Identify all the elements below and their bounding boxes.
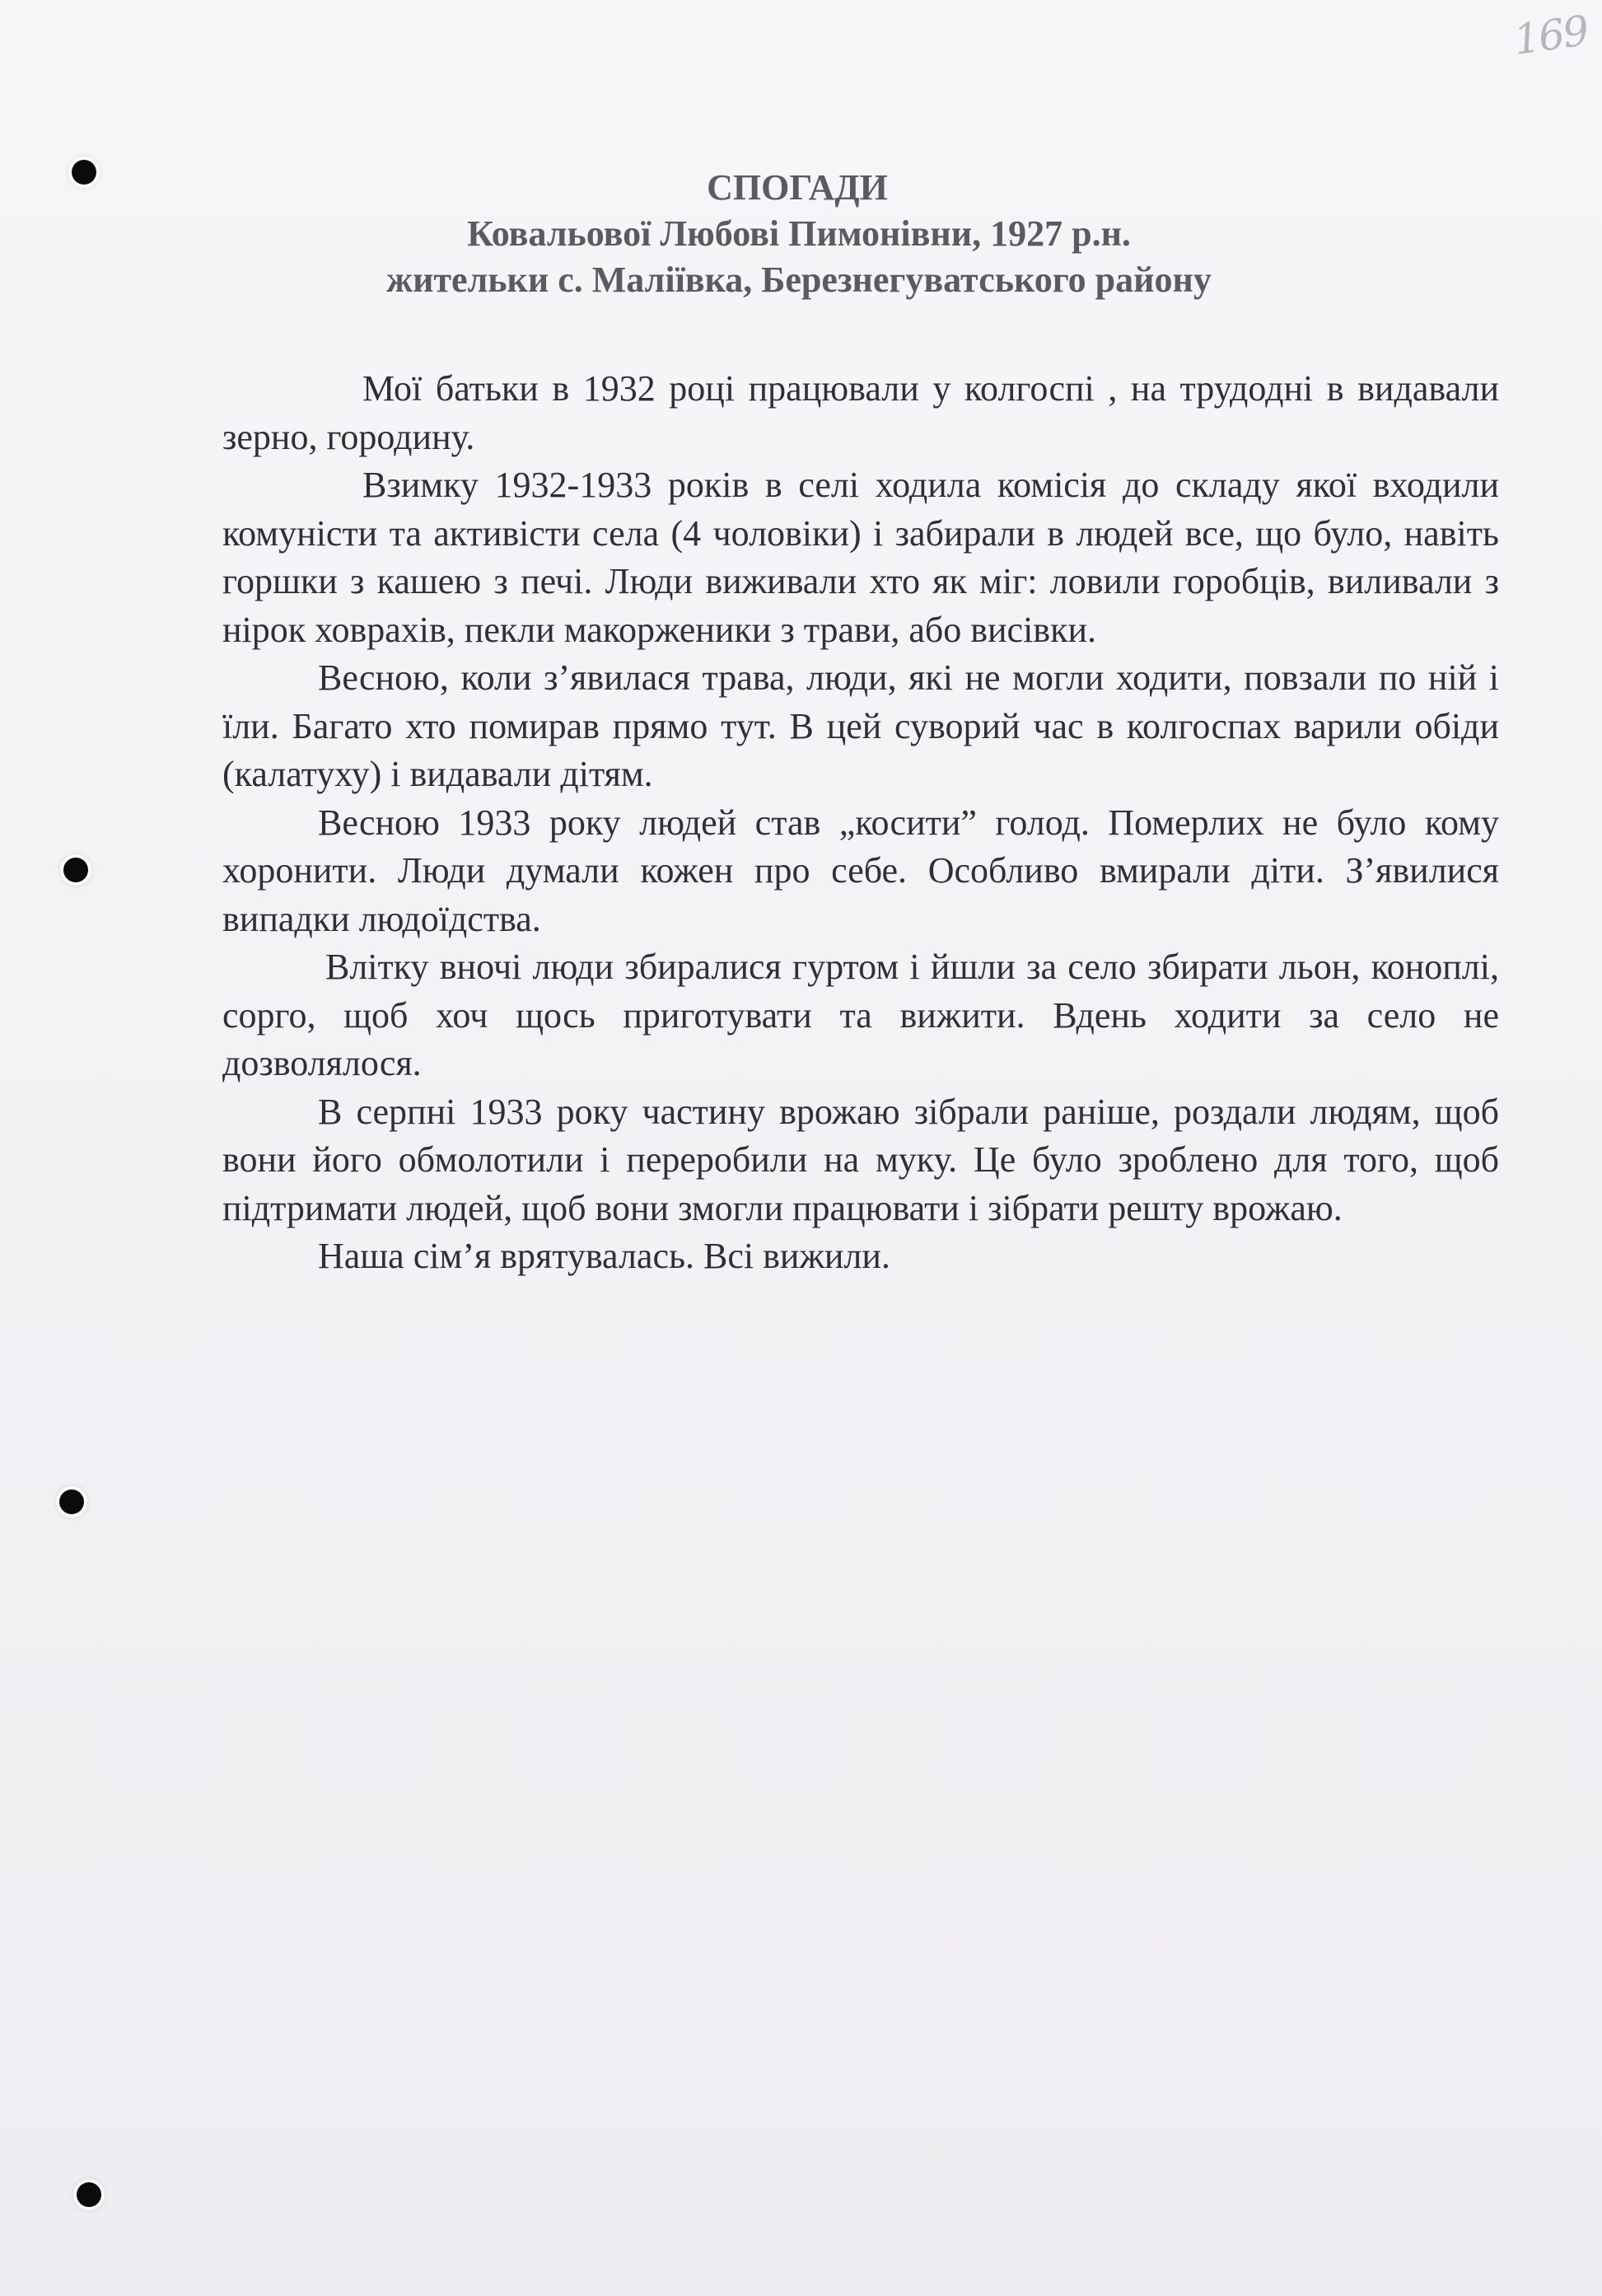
paragraph: Наша сім’я врятувалась. Всі вижили.: [318, 1236, 890, 1276]
punch-hole: [59, 1489, 84, 1514]
document-header: [222, 165, 1375, 303]
document-subtitle-name: Ковальової Любові Пимонівни, 1927 р.н.: [467, 213, 1131, 254]
paragraph: Весною 1933 року людей став „косити” голод. Померлих не було кому хоронити. Люди думали кожен про себе. Особливо вмирали діти. З’явилися випадки людоїдства.: [222, 802, 1499, 939]
punch-hole: [63, 858, 88, 882]
paragraph: Весною, коли з’явилася трава, люди, які не могли ходити, повзали по ній і їли. Багато хто помирав прямо тут. В цей суворий час в колгоспах варили обіди (калатуху) і видавали дітям.: [222, 657, 1499, 794]
handwritten-page-number: 169: [1511, 7, 1591, 64]
punch-hole: [77, 2182, 101, 2207]
document-subtitle-residence: жительки с. Маліївка, Березнегуватського району: [386, 260, 1212, 300]
document-title: СПОГАДИ: [707, 167, 888, 208]
paragraph: Взимку 1932-1933 років в селі ходила комісія до складу якої входили комуністи та активісти села (4 чоловіки) і забирали в людей все, що було, навіть горшки з кашею з печі. Люди виживали хто як міг: ловили горобців, виливали з нірок ховрахів, пекли макорженики з трави, або висівки.: [222, 465, 1499, 650]
paragraph: Мої батьки в 1932 році працювали у колгоспі , на трудодні в видавали зерно, городину.: [222, 368, 1499, 457]
punch-hole: [72, 160, 96, 185]
paragraph: Влітку вночі люди збиралися гуртом і йшли за село збирати льон, коноплі, сорго, щоб хоч щось приготувати та вижити. Вдень ходити за село не дозволялося.: [222, 947, 1499, 1083]
paragraph: В серпні 1933 року частину врожаю зібрали раніше, роздали людям, щоб вони його обмолотили і переробили на муку. Це було зроблено для того, щоб підтримати людей, щоб вони змогли працювати і зібрати решту врожаю.: [222, 1091, 1499, 1228]
document-body: [222, 365, 1499, 1281]
